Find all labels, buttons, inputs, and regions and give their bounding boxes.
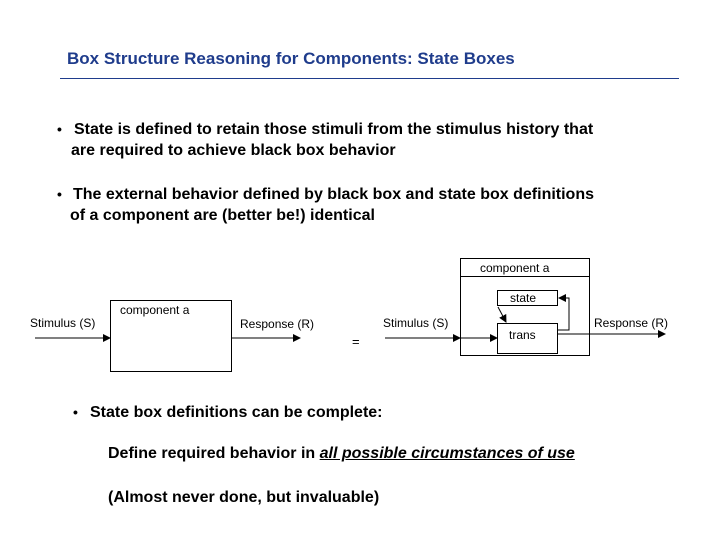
sub-point-text: Define required behavior in [108,445,320,462]
state-element-label: state [510,291,537,305]
bullet-dot-icon: • [73,404,78,420]
sub-point-define-behavior [108,445,575,463]
bullet-complete-definitions [73,402,383,423]
bullet-text-line: of a component are (better be!) identical [70,207,375,224]
equals-sign: = [352,334,360,349]
bullet-text-line: The external behavior defined by black box and state box definitions [73,186,594,203]
sub-point-emphasis: all possible circumstances of use [319,445,575,462]
state-box-component-label: component a [480,261,550,275]
left-response-label: Response (R) [240,317,315,331]
left-stimulus-label: Stimulus (S) [30,316,96,330]
slide-title: Box Structure Reasoning for Components: State Boxes [67,49,515,68]
black-box-component-label: component a [120,303,190,317]
bullet-text-line: are required to achieve black box behavior [71,142,396,159]
bullet-text-line: State box definitions can be complete: [90,404,383,421]
bullet-text-line: State is defined to retain those stimuli from the stimulus history that [74,121,594,138]
trans-element-label: trans [509,328,536,342]
sub-point-note: (Almost never done, but invaluable) [108,489,380,506]
right-stimulus-label: Stimulus (S) [383,316,449,330]
right-response-label: Response (R) [594,316,669,330]
bullet-dot-icon: • [57,186,62,202]
bullet-dot-icon: • [57,121,62,137]
